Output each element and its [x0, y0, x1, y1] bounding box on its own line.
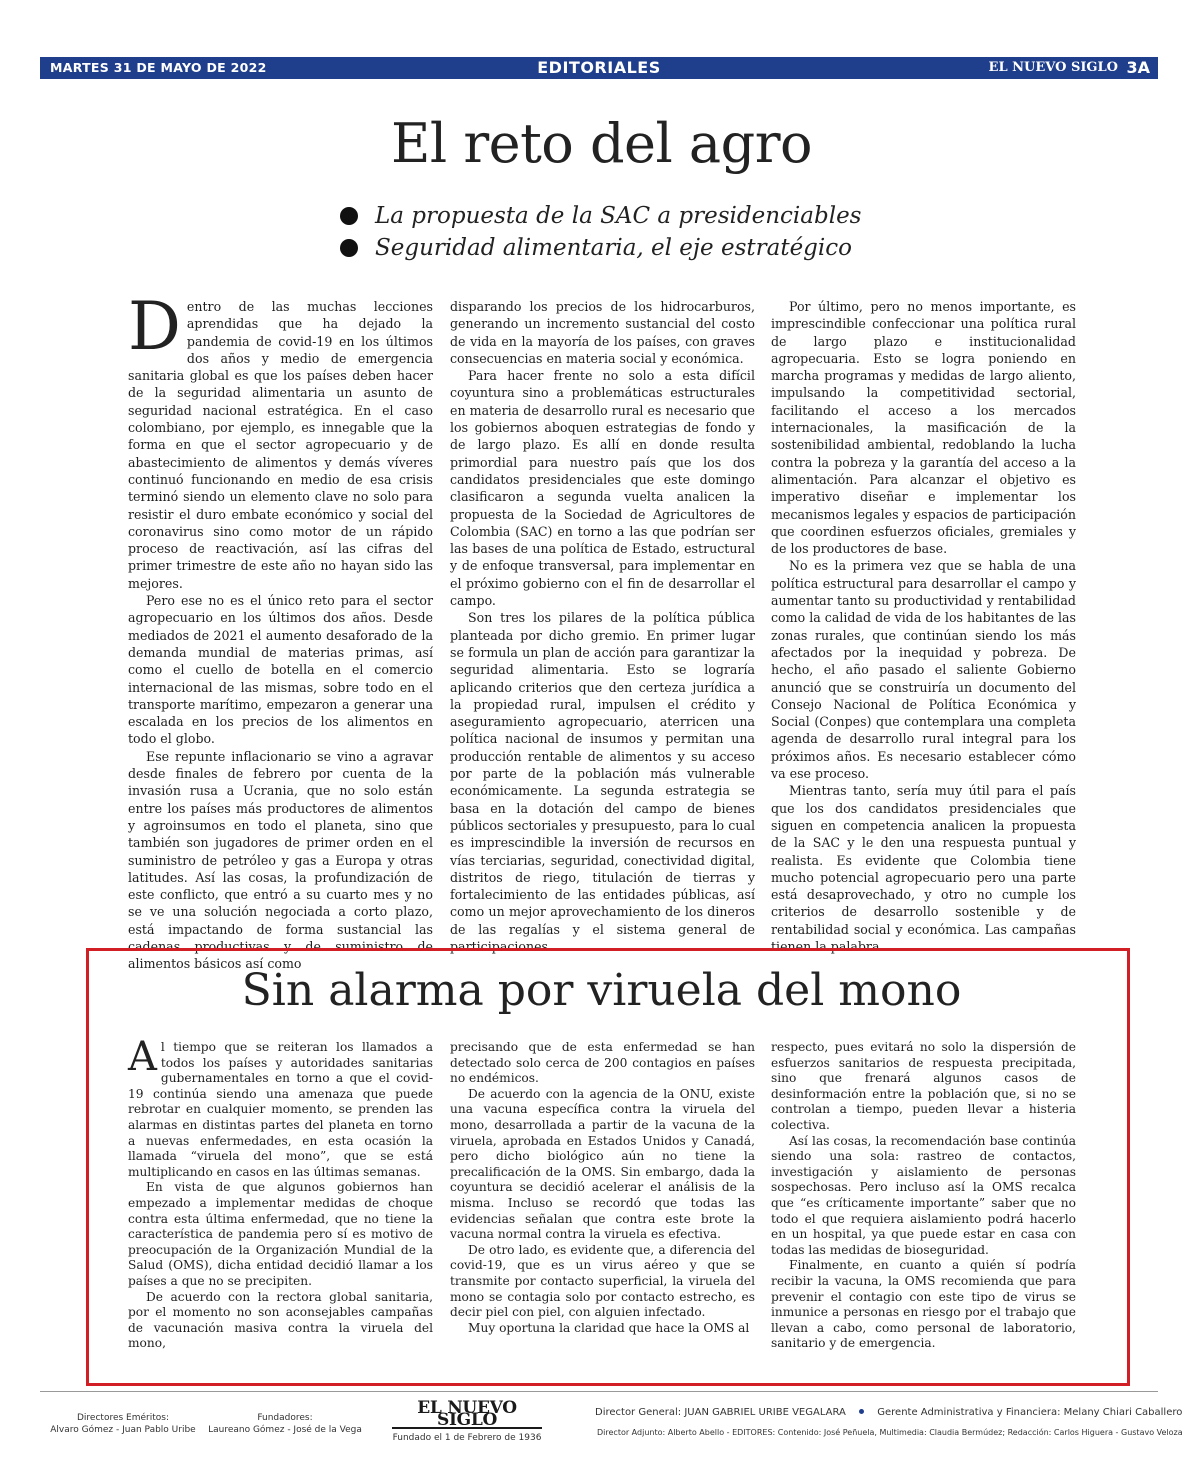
footer-logo	[392, 1398, 542, 1444]
paragraph	[128, 1034, 433, 1180]
subhead-text: La propuesta de la SAC a presidenciables	[375, 203, 862, 229]
paragraph: No es la primera vez que se habla de una política estructural para desarrollar el campo y aumentar tanto su productividad y rentabilidad como la calidad de vida de los habitantes de las zonas rurales, que continúan siendo los más afectados por la inequidad y pobreza. De hecho, el año pasado el saliente Gobierno anunció que se construiría un documento del Consejo Nacional de Política Económica y Social (Conpes) que contemplara una completa agenda de desarrollo rural integral para los próximos años. Es necesario establecer cómo va ese proceso.	[771, 558, 1076, 782]
director-label: Director General:	[595, 1407, 682, 1418]
gerente-label: Gerente Administrativa y Financiera:	[877, 1407, 1061, 1418]
emeritos-names: Alvaro Gómez - Juan Pablo Uribe	[50, 1425, 196, 1435]
subhead-text: Seguridad alimentaria, el eje estratégico	[375, 235, 852, 261]
paragraph: De otro lado, es evidente que, a diferencia del covid-19, que es un virus aéreo y que se transmite por contacto superficial, la viruela del mono se contagia solo por contacto estrecho, es decir piel con piel, con alguien infectado.	[450, 1242, 755, 1320]
article1-column-1	[128, 288, 433, 973]
paragraph: precisando que de esta enfermedad se han detectado solo cerca de 200 contagios en países no endémicos.	[450, 1040, 755, 1086]
section-title: EDITORIALES	[537, 58, 661, 77]
article2-column-3	[771, 1040, 1076, 1352]
emeritos-label: Directores Eméritos:	[77, 1413, 169, 1423]
paragraph: De acuerdo con la rectora global sanitaria, por el momento no son aconsejables campañas de vacunación masiva contra la viruela del mono,	[128, 1289, 433, 1351]
article2-column-2	[450, 1040, 755, 1336]
paragraph: De acuerdo con la agencia de la ONU, existe una vacuna específica contra la viruela del mono, desarrollada a partir de la vacuna de la viruela, aprobada en Estados Unidos y Canadá, pero dicho biológico aún no tiene la precalificación de la OMS. Sin embargo, dada la coyuntura se decidió acelerar el análisis de la misma. Incluso se recordó que todas las evidencias señalan que contra este brote la vacuna normal contra la viruela es efectiva.	[450, 1086, 755, 1242]
footer-directors	[595, 1407, 1183, 1418]
director-name: JUAN GABRIEL URIBE VEGALARA	[684, 1407, 846, 1418]
paragraph: Por último, pero no menos importante, es imprescindible confeccionar una política rural de largo plazo e institucionalidad agropecuaria. Esto se logra poniendo en marcha programas y medidas de largo aliento, impulsando la competitividad sectorial, facilitando el acceso a los mercados internacionales, la masificación de la sostenibilidad ambiental, redoblando la lucha contra la pobreza y la garantía del acceso a la alimentación. Para alcanzar el objetivo es imperativo diseñar e implementar los mecanismos legales y espacios de participación que coordinen esfuerzos oficiales, gremiales y de los productores de base.	[771, 299, 1076, 557]
footer-divider	[40, 1391, 1158, 1392]
article2-column-1	[128, 1034, 433, 1352]
fundadores-names: Laureano Gómez - José de la Vega	[208, 1425, 362, 1435]
header-bar	[40, 57, 1158, 79]
separator-dot-icon	[859, 1409, 864, 1414]
issue-date: MARTES 31 DE MAYO DE 2022	[50, 60, 267, 75]
newspaper-brand: EL NUEVO SIGLO	[988, 60, 1118, 75]
paragraph-text: l tiempo que se reiteran los llamados a todos los países y autoridades sanitarias gubernamentales en torno a que el covid-19 continúa siendo una amenaza que puede rebrotar en cualquier momento, se prenden las alarmas en distintas partes del planeta en torno a nuevas enfermedades, en esta ocasión la llamada “viruela del mono”, que se está multiplicando en casos en las últimas semanas.	[128, 1040, 433, 1179]
footer-fundadores	[205, 1412, 365, 1436]
paragraph: Muy oportuna la claridad que hace la OMS al	[468, 1320, 750, 1335]
article1-subheads	[340, 200, 960, 264]
paragraph: Mientras tanto, sería muy útil para el país que los dos candidatos presidenciales que siguen en competencia analicen la propuesta de la SAC y le den una respuesta puntual y realista. Es evidente que Colombia tiene mucho potencial agropecuario pero una parte está desaprovechado, y otro no cumple los criterios de desarrollo sostenible y de rentabilidad social y económica. Las campañas tienen la palabra.	[771, 783, 1076, 954]
subhead-item	[340, 232, 960, 264]
bullet-icon	[340, 239, 358, 257]
founded-date: Fundado el 1 de Febrero de 1936	[392, 1433, 542, 1443]
article2-headline: Sin alarma por viruela del mono	[241, 965, 962, 1016]
newspaper-logo: EL NUEVO SIGLO	[392, 1402, 542, 1429]
paragraph-text: entro de las muchas lecciones aprendidas que ha dejado la pandemia de covid-19 en los últimos dos años y medio de emergencia sanitaria global es que los países deben hacer de la seguridad alimentaria un asunto de seguridad nacional estratégica. En el caso colombiano, por ejemplo, es innegable que la forma en que el sector agropecuario y de abastecimiento de alimentos y demás víveres continuó funcionando en medio de esa crisis terminó siendo un elemento clave no solo para resistir el duro embate económico y social del coronavirus sino como motor de un rápido proceso de reactivación, así las cifras del primer trimestre de este año no hayan sido las mejores.	[128, 299, 433, 591]
drop-cap: A	[128, 1034, 157, 1080]
paragraph: Finalmente, en cuanto a quién sí podría recibir la vacuna, la OMS recomienda que para prevenir el contagio con este tipo de virus se inmunice a personas en riesgo por el trabajo que llevan a cabo, como personal de laboratorio, sanitario y de emergencia.	[771, 1258, 1076, 1351]
paragraph: Pero ese no es el único reto para el sector agropecuario en los últimos dos años. Desde mediados de 2021 el aumento desaforado de la demanda mundial de materias primas, así como el cuello de botella en el comercio internacional de las mismas, sobre todo en el transporte marítimo, empezaron a generar una escalada en los precios de los alimentos en todo el globo.	[128, 593, 433, 747]
paragraph: Son tres los pilares de la política pública planteada por dicho gremio. En primer lugar se formula un plan de acción para garantizar la seguridad alimentaria. Esto se lograría aplicando criterios que den certeza jurídica a la propiedad rural, impulsen el crédito y aseguramiento agropecuario, aterricen una política nacional de insumos y permitan una producción rentable de alimentos y su acceso por parte de la población más vulnerable económicamente. La segunda estrategia se basa en la dotación del campo de bienes públicos sectoriales y presupuesto, para lo cual es imprescindible la inversión de recursos en vías terciarias, seguridad, conectividad digital, distritos de riego, titulación de tierras y fortalecimiento de las entidades públicas, así como un mejor aprovechamiento de los dineros de las regalías y el sistema general de participaciones.	[450, 610, 755, 954]
fundadores-label: Fundadores:	[257, 1413, 313, 1423]
paragraph: Ese repunte inflacionario se vino a agravar desde finales de febrero por cuenta de la invasión rusa a Ucrania, que no solo están entre los países más productores de alimentos y agroinsumos en todo el planeta, sino que también son jugadores de primer orden en el suministro de petróleo y gas a Europa y otras latitudes. Así las cosas, la profundización de este conflicto, que entró a su cuarto mes y no se ve una solución negociada a corto plazo, está impactando de forma sustancial las cadenas productivas y de suministro de alimentos básicos así como	[128, 748, 433, 972]
paragraph	[128, 288, 433, 592]
gerente-name: Melany Chiari Caballero	[1063, 1407, 1183, 1418]
paragraph: respecto, pues evitará no solo la dispersión de esfuerzos sanitarios de respuesta precipitada, sino que frenará algunos casos de desinformación entre la población que, si no se controlan a tiempo, pueden llevar a histeria colectiva.	[771, 1040, 1076, 1132]
subhead-item	[340, 200, 960, 232]
footer-emeritos	[48, 1412, 198, 1436]
page-number: 3A	[1126, 58, 1150, 77]
footer-editors: Director Adjunto: Alberto Abello - EDITORES: Contenido: José Peñuela, Multimedia: Claudia Bermúdez; Redacción: Carlos Higuera - Gustavo Veloza	[597, 1428, 1183, 1437]
paragraph: Para hacer frente no solo a esta difícil coyuntura sino a problemáticas estructurales en materia de desarrollo rural es necesario que los gobiernos aboquen estrategias de fondo y de largo plazo. Es allí en donde resulta primordial para nuestro país que los dos candidatos presidenciales que este domingo clasificaron a segunda vuelta analicen la propuesta de la Sociedad de Agricultores de Colombia (SAC) en torno a las que podrían ser las bases de una política de Estado, estructural y de enfoque transversal, para implementar en el próximo gobierno con el fin de desarrollar el campo.	[450, 368, 755, 609]
article1-column-2	[450, 298, 755, 955]
paragraph: En vista de que algunos gobiernos han empezado a implementar medidas de choque contra esta última enfermedad, que no tiene la característica de pandemia pero sí es motivo de preocupación de la Organización Mundial de la Salud (OMS), dicha entidad decidió llamar a los países a que no se precipiten.	[128, 1180, 433, 1288]
bullet-icon	[340, 207, 358, 225]
article1-column-3	[771, 298, 1076, 955]
article1-headline: El reto del agro	[390, 112, 813, 175]
paragraph: disparando los precios de los hidrocarburos, generando un incremento sustancial del costo de vida en la mayoría de los países, con graves consecuencias en materia social y económica.	[450, 299, 755, 366]
drop-cap: D	[128, 288, 181, 365]
paragraph: Así las cosas, la recomendación base continúa siendo una sola: rastreo de contactos, investigación y aislamiento de personas sospechosas. Pero incluso así la OMS recalca que “es críticamente importante” saber que no todo el que requiera aislamiento podrá hacerlo en un hospital, ya que puede estar en casa con todas las medidas de bioseguridad.	[771, 1133, 1076, 1257]
